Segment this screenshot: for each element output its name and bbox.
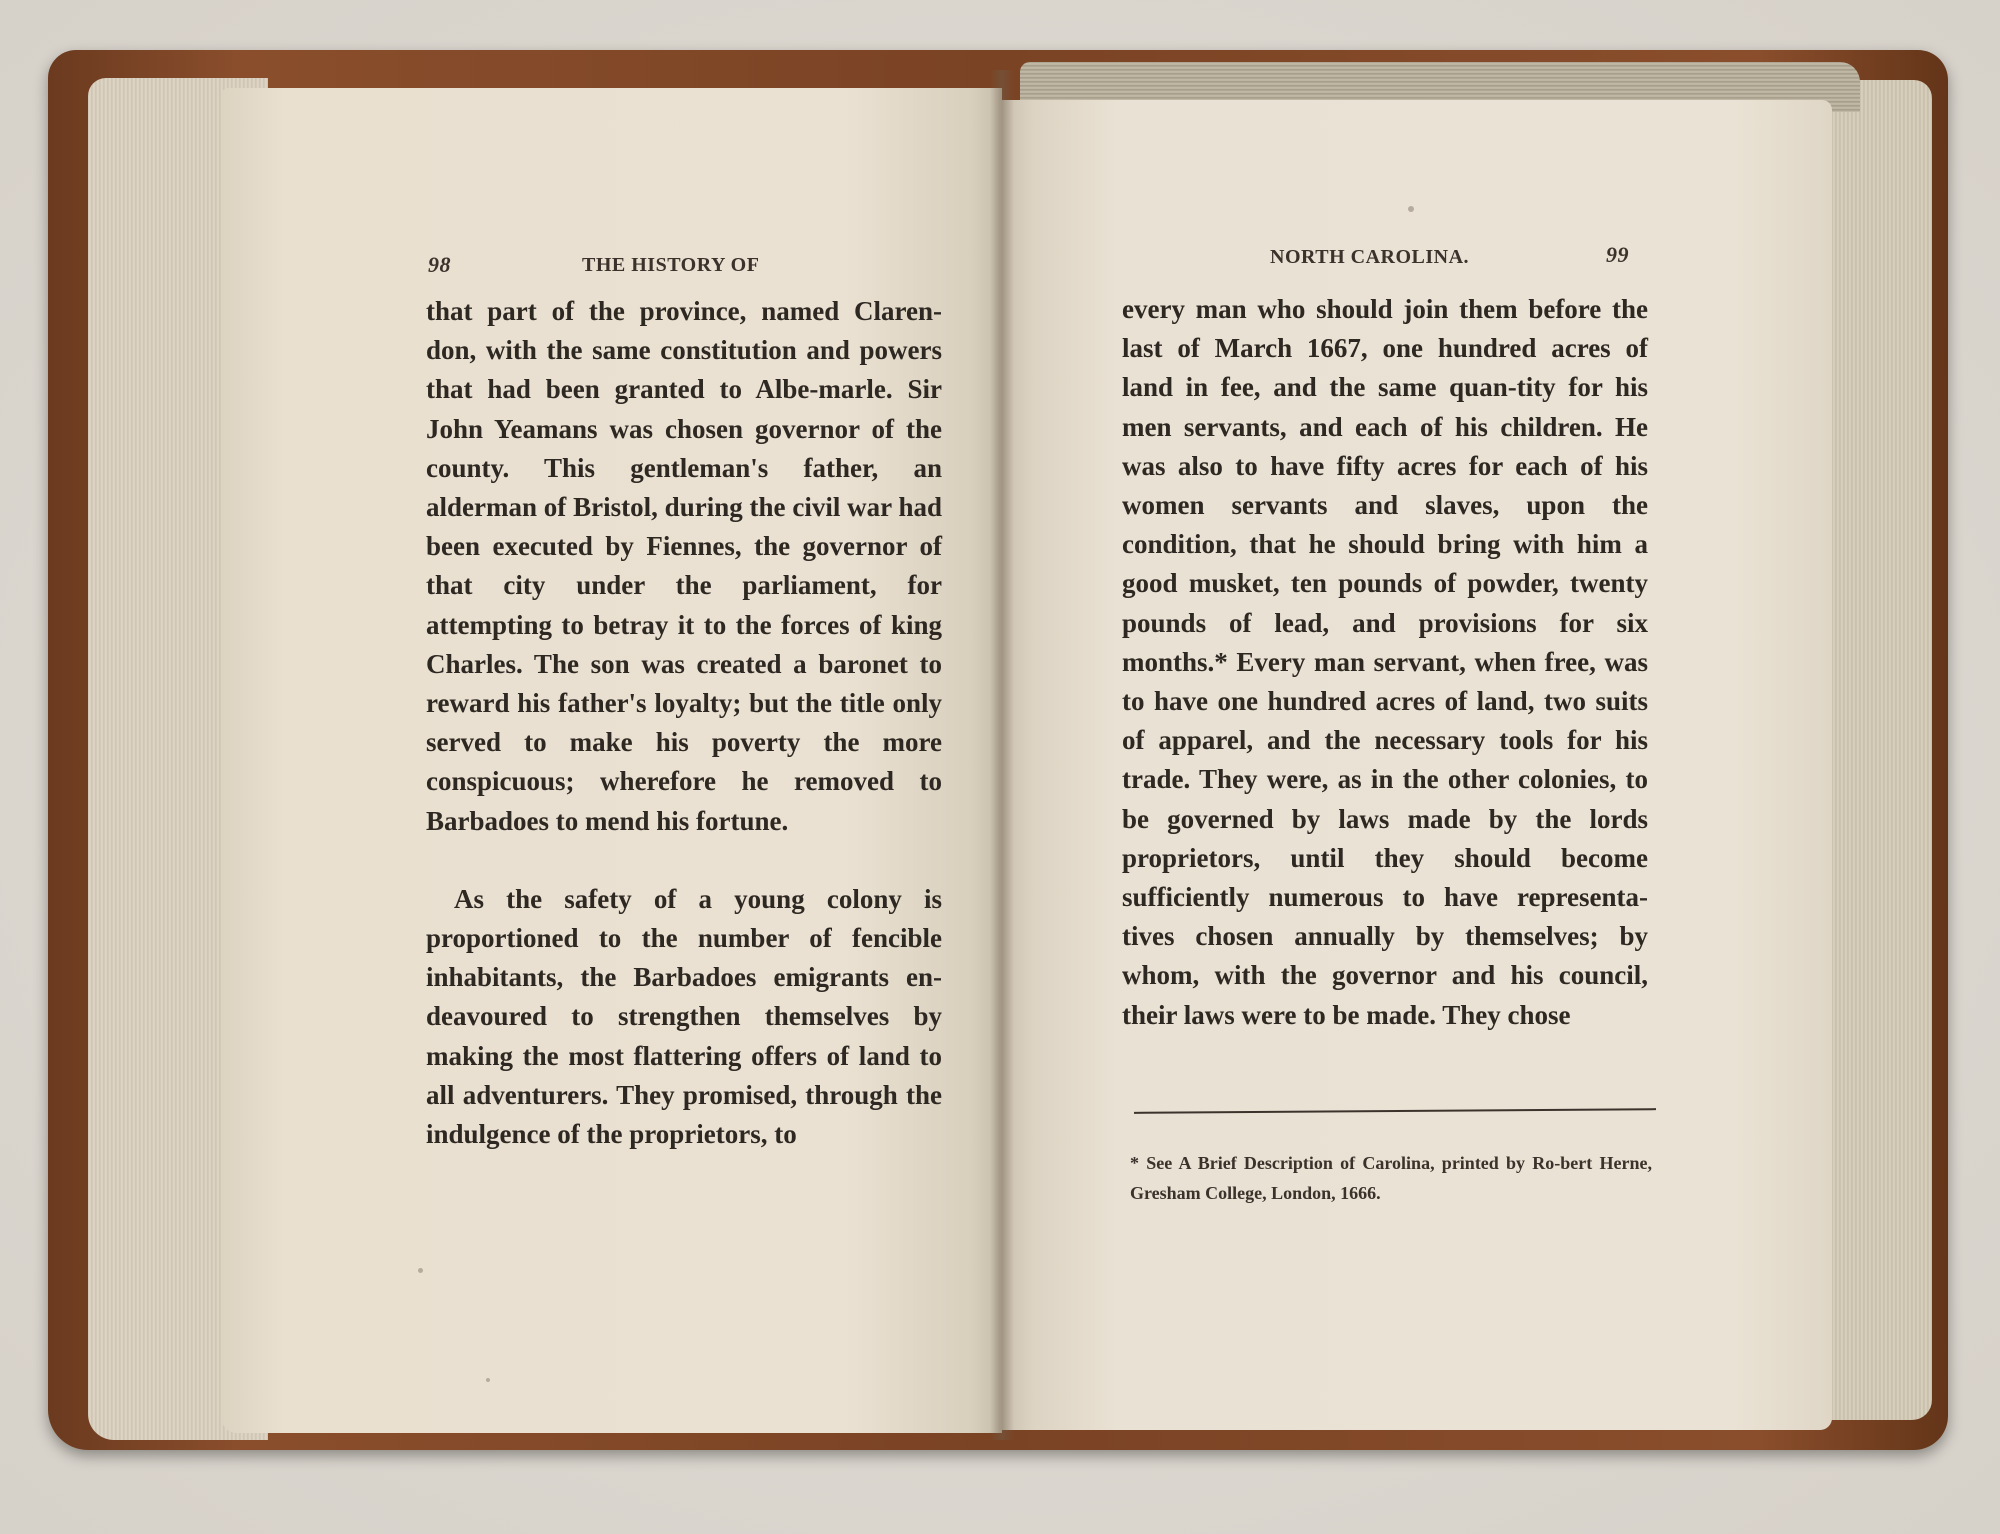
- foxing-spot: [1408, 206, 1414, 212]
- right-page-text: [1122, 290, 1648, 1035]
- right-paragraph-1: every man who should join them before the last of March 1667, one hundred acres of land in fee, and the same quan-tity for his men servants, and each of his children. He was also to have fifty acres for each of his women servants and slaves, upon the condition, that he should bring with him a good musket, ten pounds of powder, twenty pounds of lead, and provisions for six months.* Every man servant, when free, was to have one hundred acres of land, two suits of apparel, and the necessary tools for his trade. They were, as in the other colonies, to be governed by laws made by the lords proprietors, until they should become sufficiently numerous to have representa-tives chosen annually by themselves; by whom, with the governor and his council, their laws were to be made. They chose: [1122, 294, 1648, 1030]
- footnote: * See A Brief Description of Carolina, printed by Ro-bert Herne, Gresham College, London, 1666.: [1130, 1153, 1652, 1203]
- left-page-text: [426, 292, 942, 1154]
- foxing-spot: [486, 1378, 490, 1382]
- left-paragraph-1: that part of the province, named Claren-don, with the same constitution and powers that had been granted to Albe-marle. Sir John Yeamans was chosen governor of the county. This gentleman's father, an alderman of Bristol, during the civil war had been executed by Fiennes, the governor of that city under the parliament, for attempting to betray it to the forces of king Charles. The son was created a baronet to reward his father's loyalty; but the title only served to make his poverty the more conspicuous; wherefore he removed to Barbadoes to mend his fortune.: [426, 296, 942, 836]
- foxing-spot: [418, 1268, 423, 1273]
- right-page-number: 99: [1606, 242, 1629, 267]
- left-page-number: 98: [428, 252, 451, 277]
- right-running-head: NORTH CAROLINA.: [1270, 246, 1470, 268]
- left-paragraph-2: As the safety of a young colony is proportioned to the number of fencible inhabitants, the Barbadoes emigrants en-deavoured to strengthen themselves by making the most flattering offers of land to all adventurers. They promised, through the indulgence of the proprietors, to: [426, 883, 942, 1150]
- right-page-block-edges: [1820, 80, 1932, 1420]
- left-running-head: THE HISTORY OF: [582, 254, 760, 276]
- book-gutter: [990, 70, 1014, 1440]
